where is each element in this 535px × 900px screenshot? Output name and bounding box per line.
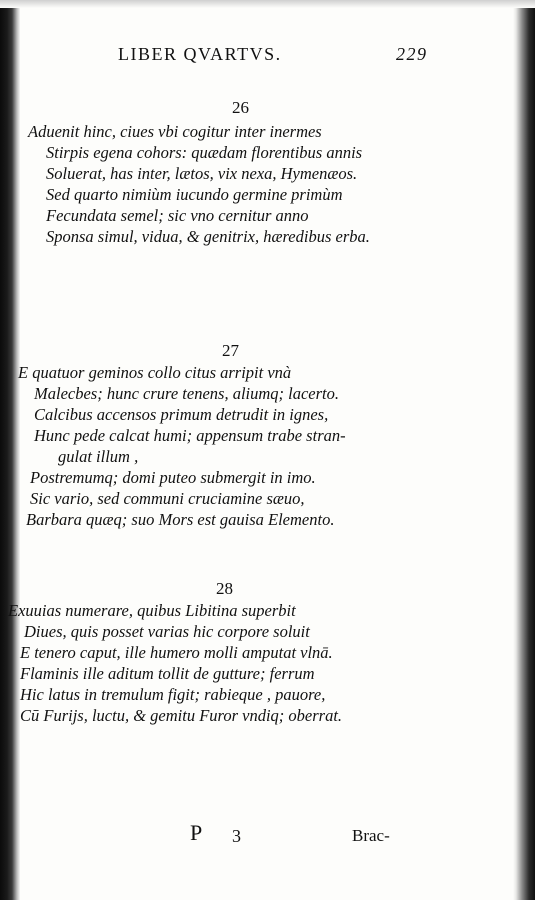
verse-line: Aduenit hinc, ciues vbi cogitur inter inermes [28, 122, 322, 141]
running-title: LIBER QVARTVS. [118, 44, 282, 64]
verse-line: Flaminis ille aditum tollit de gutture; ferrum [20, 664, 315, 683]
verse-line: Exuuias numerare, quibus Libitina superbit [8, 601, 296, 620]
verse-line: Calcibus accensos primum detrudit in ignes, [34, 405, 329, 424]
verse-line: Hunc pede calcat humi; appensum trabe stran- [34, 426, 346, 445]
verse-line: gulat illum , [58, 447, 139, 466]
page-footer [0, 820, 535, 850]
page-number: 229 [396, 44, 428, 64]
stanza-number: 28 [216, 579, 233, 598]
verse-line: Fecundata semel; sic vno cernitur anno [46, 206, 309, 225]
signature-number: 3 [232, 826, 241, 846]
page-edge-right [513, 0, 535, 900]
binding-edge-left [0, 0, 20, 900]
stanza-28 [8, 600, 342, 726]
verse-line: Sed quarto nimiùm iucundo germine primùm [46, 185, 343, 204]
verse-line: Sponsa simul, vidua, & genitrix, hæredibus erba. [46, 227, 370, 246]
verse-line: Sic vario, sed communi cruciamine sæuo, [30, 489, 305, 508]
stanza-26 [28, 121, 370, 247]
verse-line: Stirpis egena cohors: quædam florentibus annis [46, 143, 363, 162]
verse-line: Soluerat, has inter, lætos, vix nexa, Hymenæos. [46, 164, 358, 183]
stanza-27 [18, 362, 346, 530]
verse-line: Diues, quis posset varias hic corpore soluit [24, 622, 310, 641]
verse-line: Postremumq; domi puteo submergit in imo. [30, 468, 316, 487]
verse-line: Barbara quæq; suo Mors est gauisa Elemento. [26, 510, 335, 529]
stanza-number: 26 [232, 98, 249, 117]
verse-line: E quatuor geminos collo citus arripit vnà [18, 363, 292, 382]
verse-line: Hic latus in tremulum figit; rabieque , pauore, [20, 685, 326, 704]
verse-line: Malecbes; hunc crure tenens, aliumq; lacerto. [34, 384, 340, 403]
verse-line: E tenero caput, ille humero molli amputat vlnā. [20, 643, 333, 662]
signature-mark: P [190, 820, 203, 845]
catchword: Brac- [352, 826, 390, 845]
stanza-number: 27 [222, 341, 239, 360]
verse-line: Cū Furijs, luctu, & gemitu Furor vndiq; oberrat. [20, 706, 343, 725]
page-edge-top [0, 0, 535, 8]
